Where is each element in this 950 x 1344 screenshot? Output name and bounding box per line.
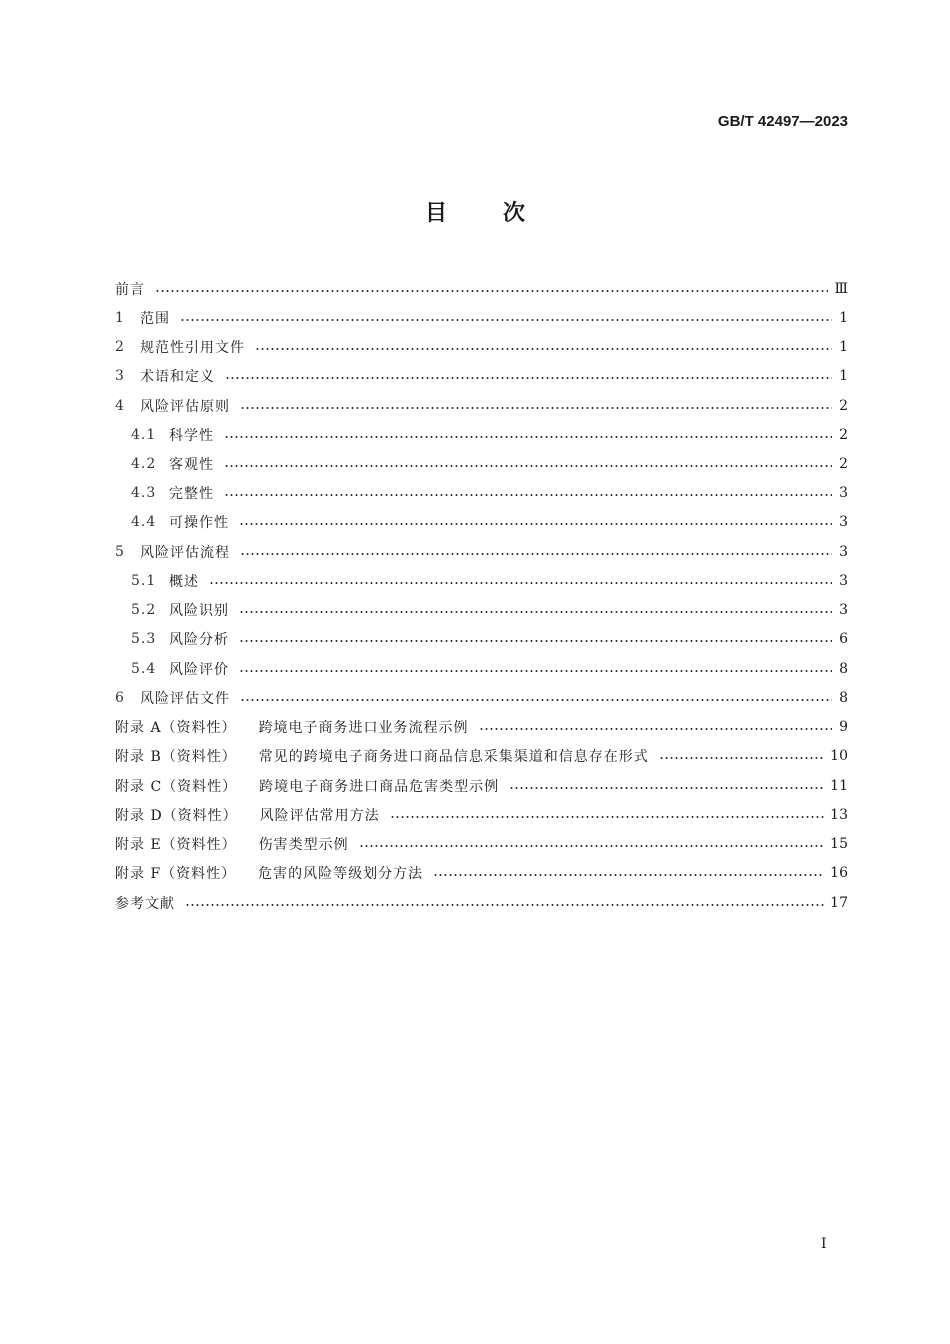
- appendix-label: 附录 B（资料性）: [115, 749, 237, 766]
- entry-title: 风险分析: [169, 632, 229, 649]
- appendix-label: 附录 D（资料性）: [115, 807, 238, 824]
- title-char: 次: [503, 201, 526, 226]
- dot-leader: [359, 844, 825, 848]
- entry-page: 1: [839, 309, 848, 326]
- title-char: 目: [424, 201, 447, 226]
- dot-leader: [239, 522, 832, 526]
- toc-entry[interactable]: [115, 508, 848, 537]
- section-number: 6: [115, 689, 125, 706]
- section-number: 4.1: [131, 426, 157, 443]
- dot-leader: [185, 903, 824, 907]
- dot-leader: [239, 610, 832, 614]
- entry-title: 客观性: [169, 457, 214, 474]
- dot-leader: [255, 347, 832, 351]
- entry-title: 风险识别: [169, 603, 229, 620]
- entry-title: 前言: [115, 281, 145, 298]
- toc-entry[interactable]: [115, 859, 848, 888]
- appendix-label: 附录 E（资料性）: [115, 837, 237, 854]
- toc-entry[interactable]: [115, 537, 848, 566]
- dot-leader: [659, 756, 824, 760]
- entry-page: 9: [839, 719, 848, 736]
- toc-entry[interactable]: [115, 654, 848, 683]
- entry-page: 8: [839, 660, 848, 677]
- toc-entry[interactable]: [115, 683, 848, 712]
- toc-entry[interactable]: [115, 625, 848, 654]
- entry-page: 1: [839, 368, 848, 385]
- dot-leader: [224, 464, 832, 468]
- section-number: 5.1: [131, 572, 157, 589]
- section-number: 5.2: [131, 602, 157, 619]
- page-title: [0, 196, 950, 227]
- entry-title: 伤害类型示例: [258, 837, 349, 854]
- toc-entry[interactable]: [115, 596, 848, 625]
- entry-title: 风险评估流程: [140, 544, 230, 561]
- entry-title: 概述: [169, 573, 199, 590]
- entry-title: 常见的跨境电子商务进口商品信息采集渠道和信息存在形式: [258, 749, 649, 766]
- entry-page: 17: [830, 894, 848, 911]
- entry-title: 跨境电子商务进口业务流程示例: [258, 720, 469, 737]
- dot-leader: [239, 669, 832, 673]
- dot-leader: [224, 435, 832, 439]
- entry-title: 风险评估文件: [140, 690, 230, 707]
- toc-entry[interactable]: [115, 800, 848, 829]
- entry-title: 可操作性: [169, 515, 229, 532]
- dot-leader: [240, 406, 832, 410]
- section-number: 4.2: [131, 456, 157, 473]
- page-number: I: [821, 1236, 827, 1252]
- entry-title: 危害的风险等级划分方法: [258, 866, 424, 883]
- dot-leader: [390, 815, 824, 819]
- dot-leader: [239, 639, 832, 643]
- entry-page: 10: [830, 748, 848, 765]
- dot-leader: [509, 786, 824, 790]
- toc-entry[interactable]: [115, 771, 848, 800]
- entry-page: 15: [830, 836, 848, 853]
- dot-leader: [433, 873, 824, 877]
- dot-leader: [240, 552, 832, 556]
- standard-number: GB/T 42497—2023: [717, 113, 848, 130]
- entry-page: 3: [839, 514, 848, 531]
- entry-page: 2: [839, 426, 848, 443]
- toc-entry[interactable]: [115, 742, 848, 771]
- entry-title: 风险评价: [169, 661, 229, 678]
- appendix-label: 附录 C（资料性）: [115, 778, 238, 795]
- section-number: 5: [115, 543, 125, 560]
- entry-page: 11: [830, 777, 848, 794]
- section-number: 4.3: [131, 485, 157, 502]
- entry-page: 3: [839, 602, 848, 619]
- entry-page: 2: [839, 456, 848, 473]
- entry-page: 2: [839, 397, 848, 414]
- section-number: 4: [115, 397, 125, 414]
- entry-page: Ⅲ: [834, 280, 848, 297]
- toc-entry[interactable]: [115, 362, 848, 391]
- entry-page: 3: [839, 572, 848, 589]
- section-number: 5.3: [131, 631, 157, 648]
- entry-page: 8: [839, 689, 848, 706]
- section-number: 3: [115, 368, 125, 385]
- toc-entry[interactable]: [115, 274, 848, 303]
- toc-entry[interactable]: [115, 713, 848, 742]
- toc-entry[interactable]: [115, 888, 848, 917]
- section-number: 1: [115, 309, 125, 326]
- entry-title: 科学性: [169, 427, 214, 444]
- entry-title: 跨境电子商务进口商品危害类型示例: [259, 778, 500, 795]
- dot-leader: [240, 698, 832, 702]
- dot-leader: [209, 581, 832, 585]
- entry-title: 风险评估常用方法: [259, 807, 380, 824]
- entry-page: 16: [830, 865, 848, 882]
- dot-leader: [225, 376, 832, 380]
- entry-page: 3: [839, 485, 848, 502]
- toc-entry[interactable]: [115, 391, 848, 420]
- entry-title: 完整性: [169, 486, 214, 503]
- entry-title: 风险评估原则: [140, 398, 230, 415]
- entry-page: 6: [839, 631, 848, 648]
- dot-leader: [479, 727, 832, 731]
- section-number: 2: [115, 339, 125, 356]
- toc-entry[interactable]: [115, 332, 848, 361]
- section-number: 5.4: [131, 660, 157, 677]
- entry-title: 参考文献: [115, 895, 175, 912]
- toc-entry[interactable]: [115, 479, 848, 508]
- toc-entry[interactable]: [115, 449, 848, 478]
- entry-page: 3: [839, 543, 848, 560]
- appendix-label: 附录 F（资料性）: [115, 866, 237, 883]
- toc-entry[interactable]: [115, 420, 848, 449]
- section-number: 4.4: [131, 514, 157, 531]
- entry-page: 13: [830, 806, 848, 823]
- dot-leader: [180, 318, 832, 322]
- toc-entry[interactable]: [115, 303, 848, 332]
- toc-entry[interactable]: [115, 566, 848, 595]
- appendix-label: 附录 A（资料性）: [115, 720, 237, 737]
- dot-leader: [155, 289, 828, 293]
- entry-title: 术语和定义: [140, 369, 215, 386]
- toc-entry[interactable]: [115, 829, 848, 858]
- entry-title: 规范性引用文件: [140, 340, 245, 357]
- dot-leader: [224, 493, 832, 497]
- table-of-contents: [115, 274, 848, 917]
- entry-title: 范围: [140, 310, 170, 327]
- entry-page: 1: [839, 339, 848, 356]
